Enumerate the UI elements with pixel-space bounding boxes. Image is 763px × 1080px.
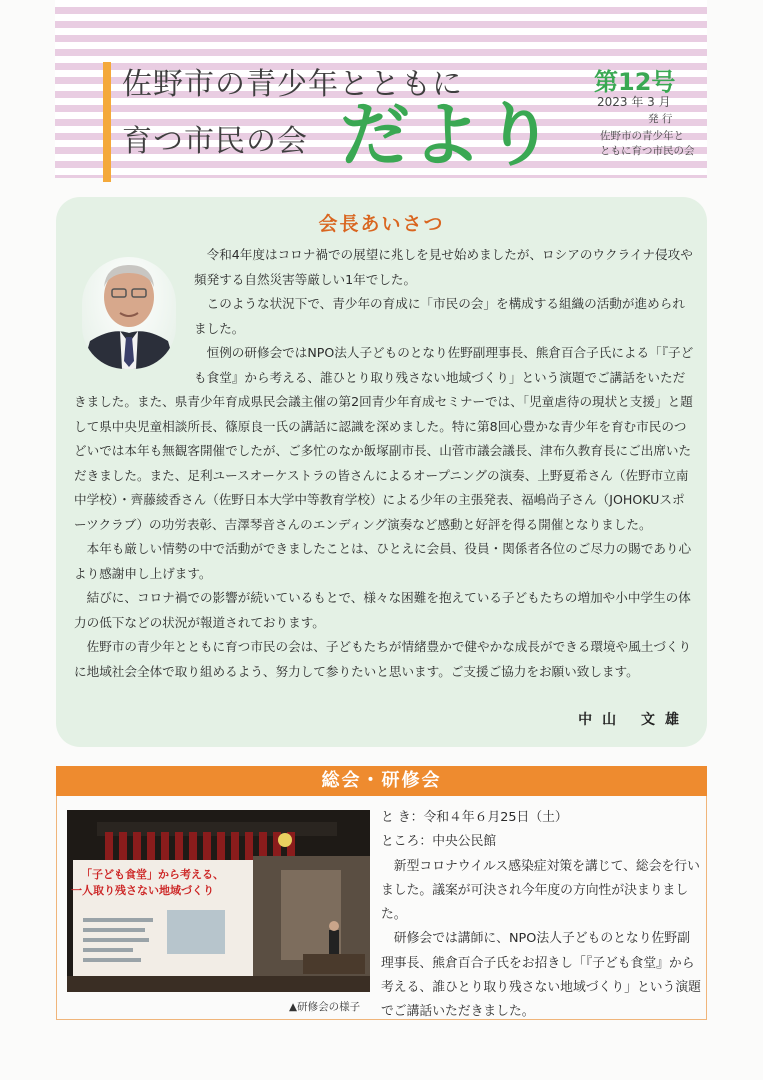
- greeting-body: [74, 243, 694, 684]
- meeting-photo: [67, 810, 370, 992]
- issue-number: 第12号: [594, 68, 676, 96]
- greeting-paragraph: 佐野市の青少年とともに育つ市民の会は、子どもたちが情緒豊かで健やかな成長ができる環境や風土づくりに地域社会全体で取り組めるよう、努力して参りたいと思います。ご支援ご協力をお願い致します。: [74, 639, 692, 679]
- newsletter-title-dayori: だより: [340, 94, 556, 176]
- photo-caption: ▲研修会の様子: [289, 1001, 361, 1013]
- slide-title-line2: 一人取り残さない地域づくり: [71, 884, 214, 897]
- greeting-paragraph: このような状況下で、青少年の育成に「市民の会」を構成する組織の活動が進められました。: [194, 296, 685, 336]
- greeting-paragraph: 本年も厳しい情勢の中で活動ができましたことは、ひとえに会員、役員・関係者各位のご尽力の賜であり心より感謝申し上げます。: [74, 541, 692, 581]
- meeting-date: と き：令和４年６月25日（土）: [381, 810, 568, 825]
- published-label: 発 行: [648, 113, 673, 125]
- meeting-heading: 総会・研修会: [321, 770, 442, 791]
- photo-spacer: [74, 243, 194, 367]
- greeting-paragraph: 結びに、コロナ禍での影響が続いているもとで、様々な困難を抱えている子どもたちの増加や小中学生の体力の低下などの状況が報道されております。: [74, 590, 691, 630]
- newsletter-title-line2: 育つ市民の会: [122, 124, 308, 159]
- slide-title-line1: 「子ども食堂」から考える、: [81, 868, 224, 881]
- newsletter-title-line1: 佐野市の青少年とともに: [122, 67, 463, 102]
- meeting-section: [56, 796, 707, 1020]
- meeting-paragraph: 新型コロナウイルス感染症対策を講じて、総会を行いました。議案が可決され今年度の方向性が決まりました。: [381, 858, 700, 923]
- publisher-line1: 佐野市の青少年と: [600, 130, 684, 142]
- greeting-heading: 会長あいさつ: [318, 213, 445, 235]
- title-accent-bar: [103, 62, 111, 182]
- meeting-heading-bar: [56, 766, 707, 796]
- meeting-details: [381, 806, 701, 1025]
- greeting-signature: 中山 文雄: [578, 712, 689, 728]
- greeting-paragraph: 令和4年度はコロナ禍での展望に兆しを見せ始めましたが、ロシアのウクライナ侵攻や頻発する自然災害等厳しい1年でした。: [194, 247, 693, 287]
- greeting-paragraph: 恒例の研修会ではNPO法人子どものとなり佐野副理事長、熊倉百合子氏による「『子ども食堂』から考える、誰ひとり取り残さない地域づくり」という演題でご講話をいただきました。また、県青少年育成県民会議主催の第2回青少年育成セミナーでは、「児童虐待の現状と支援」と題して県中央児童相談所長、篠原良一氏の講話に認識を深めました。特に第8回心豊かな青少年を育む市民のつどいでは本年も無観客開催でしたが、ご多忙のなか飯塚副市長、山菅市議会議長、津布久教育長にご出席いただきました。また、足利ユースオーケストラの皆さんによるオープニングの演奏、上野夏希さん（佐野市立南中学校）・齊藤綾香さん（佐野日本大学中等教育学校）による少年の主張発表、福嶋尚子さん（JOHOKUスポーツクラブ）の功労表彰、吉澤琴音さんのエンディング演奏など感動と好評を得る開催となりました。: [74, 345, 694, 532]
- publisher-line2: ともに育つ市民の会: [600, 145, 695, 157]
- issue-date: 2023 年 3 月: [597, 95, 671, 109]
- greeting-section: [56, 197, 707, 747]
- meeting-paragraph: 研修会では講師に、NPO法人子どものとなり佐野副理事長、熊倉百合子氏をお招きし「『子ども食堂』から考える、誰ひとり取り残さない地域づくり」という演題でご講話いただきました。: [381, 931, 701, 1020]
- meeting-place: ところ：中央公民館: [381, 834, 497, 850]
